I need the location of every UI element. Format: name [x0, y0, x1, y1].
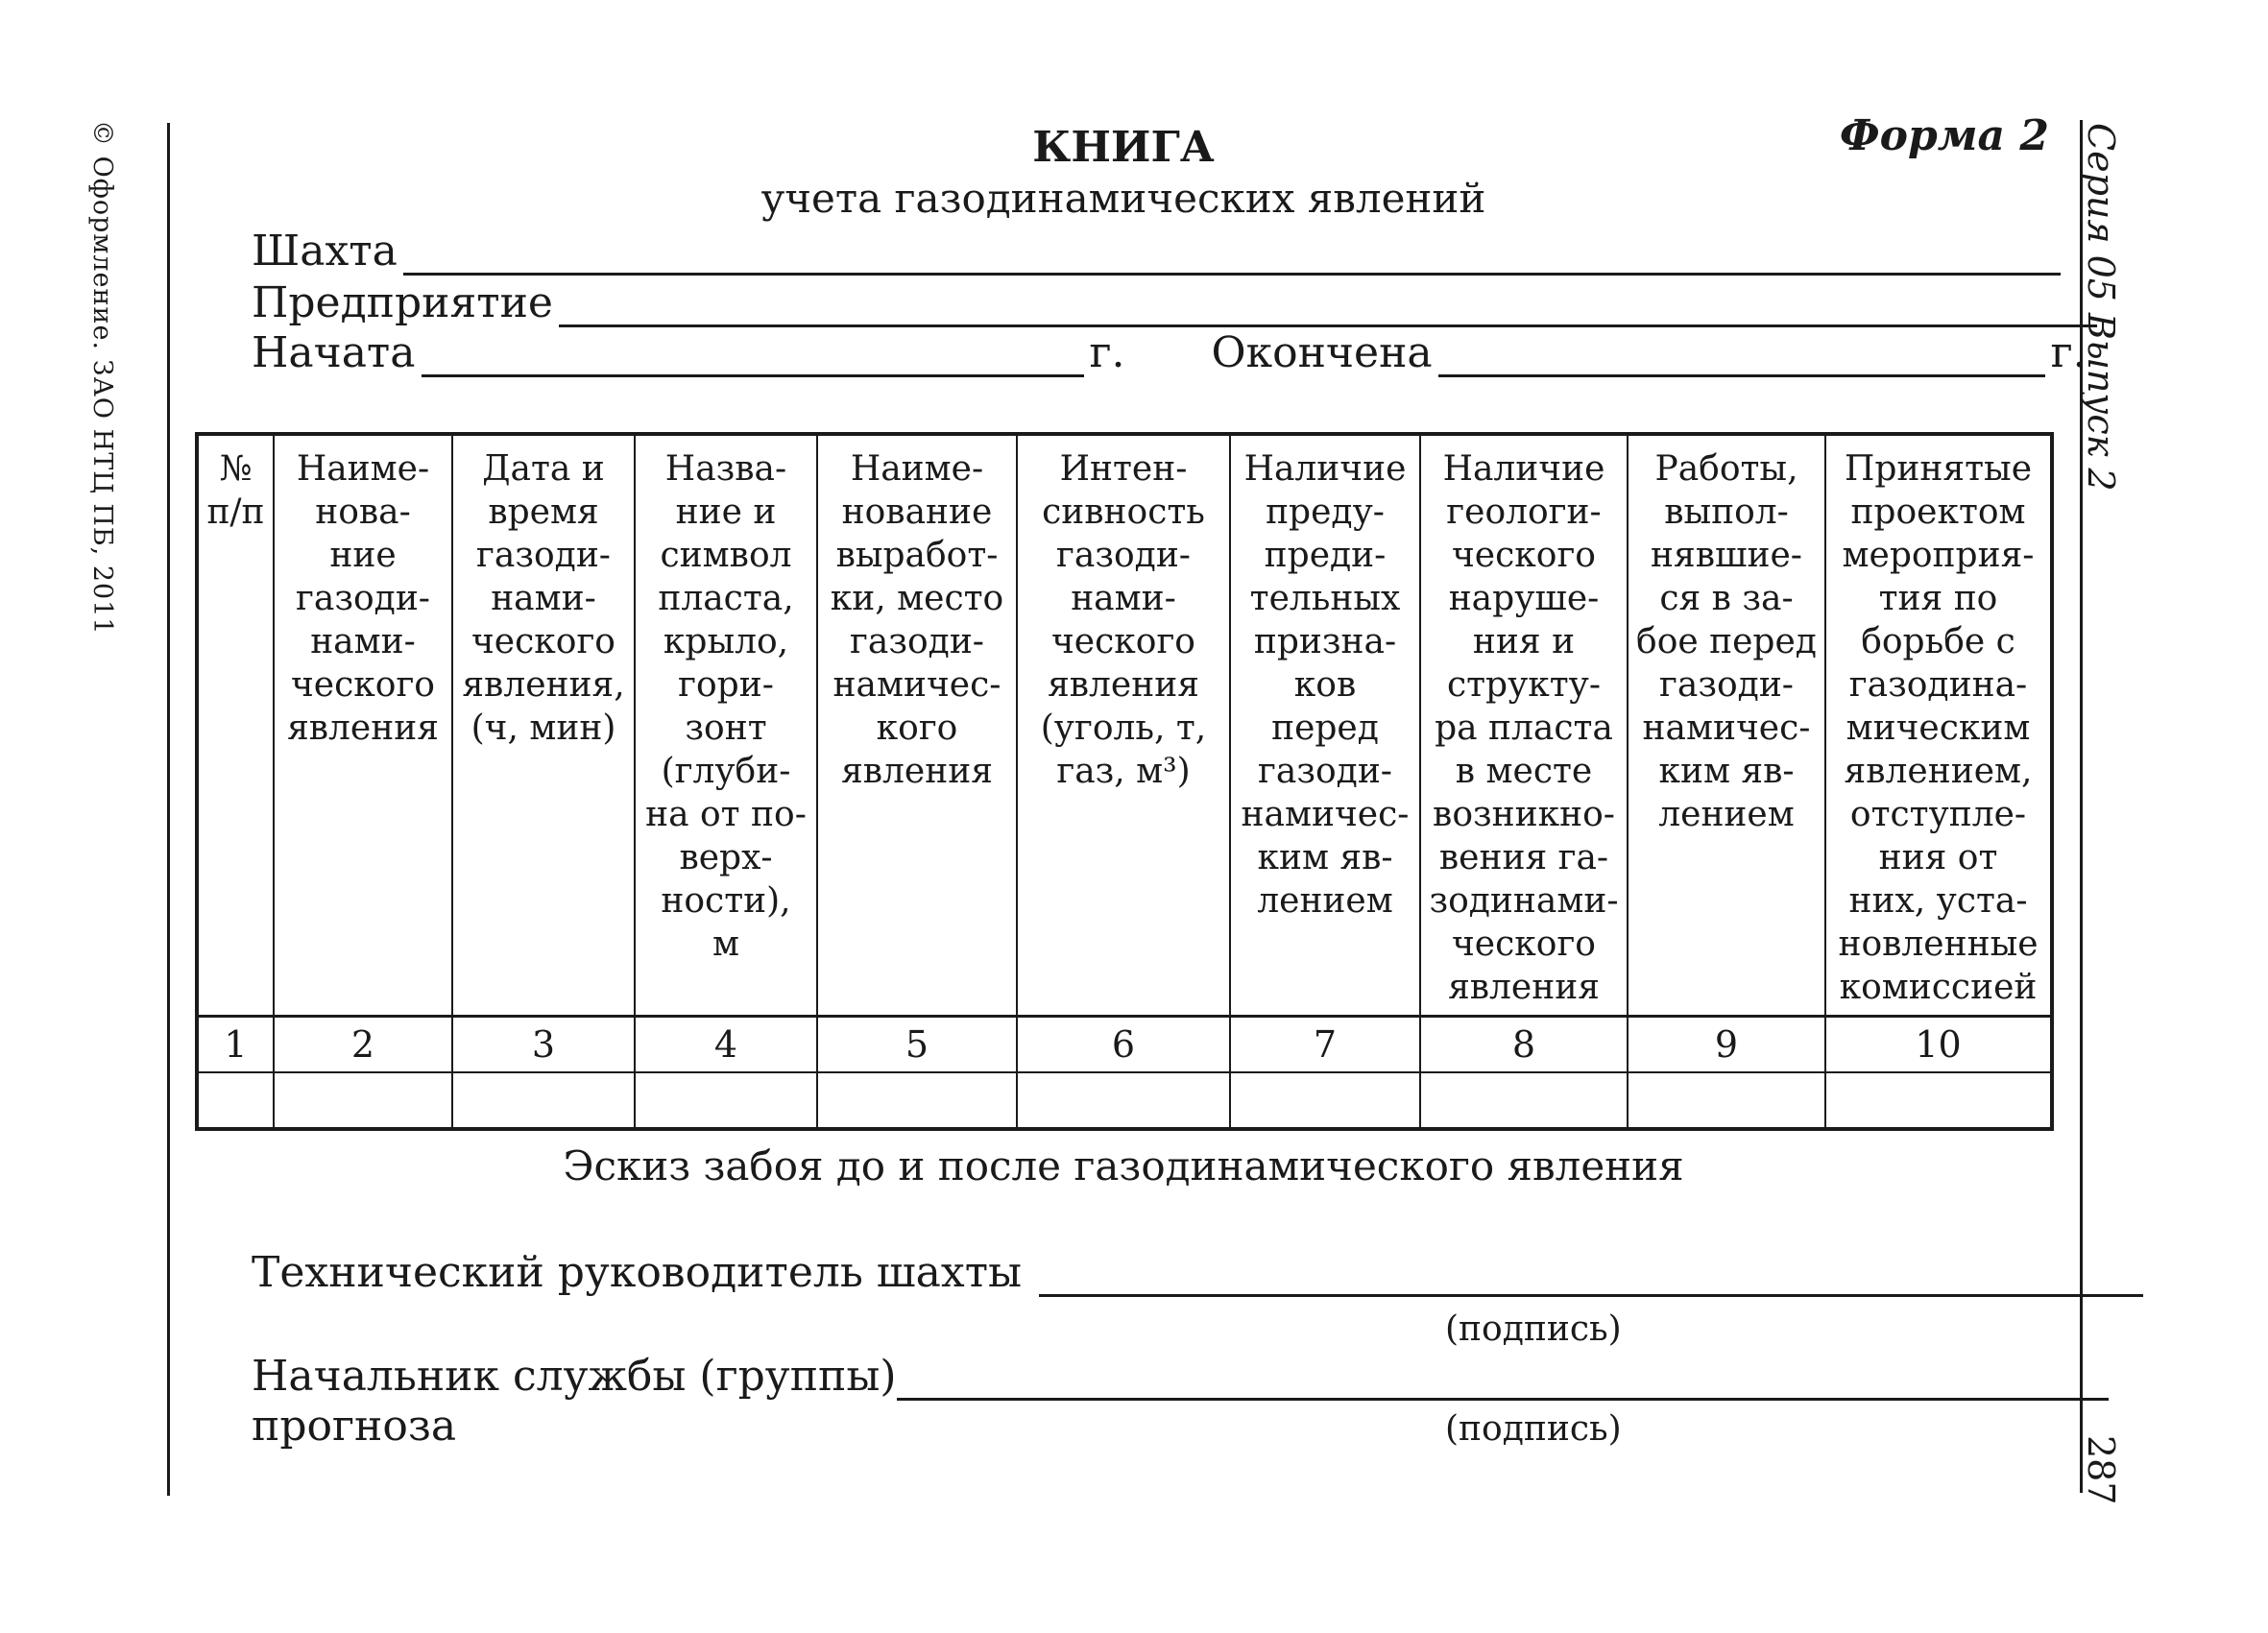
column-header-line: намичес- — [1642, 708, 1811, 748]
column-header-line: зодинами- — [1429, 881, 1619, 921]
form-label: Форма 2 — [1839, 111, 2049, 160]
column-number: 3 — [452, 1017, 635, 1073]
column-header-line: лением — [1257, 881, 1393, 921]
started-year-suffix: г. — [1089, 328, 1125, 377]
column-header-line: ким яв- — [1658, 752, 1795, 791]
column-header-line: призна- — [1253, 622, 1397, 661]
tech-director-field — [252, 1248, 2149, 1297]
column-header — [274, 434, 452, 1017]
column-header-line: явления — [1448, 968, 1600, 1007]
service-head-field — [252, 1352, 2114, 1401]
sketch-caption: Эскиз забоя до и после газодинамического явления — [563, 1142, 1684, 1189]
column-header-line: пласта, — [658, 579, 794, 618]
column-header-line: перед — [1271, 708, 1379, 748]
mine-input-line[interactable] — [403, 240, 2061, 276]
column-header-line: Принятые — [1844, 449, 2032, 489]
column-number: 8 — [1420, 1017, 1628, 1073]
column-number: 7 — [1230, 1017, 1420, 1073]
tech-director-label: Технический руководитель шахты — [252, 1248, 1023, 1297]
table-cell[interactable] — [274, 1072, 452, 1129]
column-header-line: ческого — [291, 665, 435, 705]
column-header-line: нами- — [1071, 579, 1176, 618]
column-header-line: (уголь, т, — [1040, 708, 1207, 748]
column-header — [817, 434, 1017, 1017]
column-header-line: ков — [1293, 665, 1357, 705]
column-header-line: гори- — [678, 665, 774, 705]
column-header — [452, 434, 635, 1017]
column-header-line: мероприя- — [1842, 536, 2035, 575]
column-header-line: ки, место — [830, 579, 1004, 618]
table-cell[interactable] — [452, 1072, 635, 1129]
column-header-line: ние и — [675, 492, 777, 532]
column-header-line: Интен- — [1059, 449, 1188, 489]
column-header — [1628, 434, 1825, 1017]
mine-field — [252, 227, 2066, 276]
column-number: 1 — [197, 1017, 274, 1073]
column-header-line: Назва- — [664, 449, 787, 489]
started-input-line[interactable] — [422, 342, 1084, 377]
column-number: 4 — [635, 1017, 817, 1073]
column-header-line: ра пласта — [1435, 708, 1613, 748]
column-header — [197, 434, 274, 1017]
column-header-line: лением — [1658, 795, 1795, 834]
column-header-line: газ, м³) — [1056, 752, 1191, 791]
column-number-row — [197, 1017, 2052, 1073]
table-cell[interactable] — [1017, 1072, 1230, 1129]
table-cell[interactable] — [1230, 1072, 1420, 1129]
signature-hint: (подпись) — [1445, 1409, 1622, 1449]
column-header-line: ческого — [1452, 925, 1596, 964]
dates-field — [252, 328, 2087, 377]
column-header-line: явления, — [462, 665, 625, 705]
column-header — [1825, 434, 2052, 1017]
column-header-line: вения га- — [1438, 838, 1609, 877]
column-header-line: газодина- — [1848, 665, 2028, 705]
column-header-line: Дата и — [482, 449, 605, 489]
column-header-line: Наличие — [1243, 449, 1407, 489]
page-subtitle: учета газодинамических явлений — [760, 175, 1486, 222]
column-header-line: ности), — [661, 881, 791, 921]
column-header — [1420, 434, 1628, 1017]
column-header-line: Работы, — [1654, 449, 1798, 489]
column-header-line: нова- — [315, 492, 411, 532]
column-header-line: тельных — [1249, 579, 1401, 618]
table-cell[interactable] — [1825, 1072, 2052, 1129]
column-header-line: Наличие — [1442, 449, 1605, 489]
column-header-line: мическим — [1846, 708, 2031, 748]
started-label: Начата — [252, 328, 416, 377]
tech-director-signature-line[interactable] — [1039, 1261, 2143, 1297]
column-header-line: ческого — [471, 622, 615, 661]
column-header-line: нами- — [491, 579, 596, 618]
column-header-line: выпол- — [1664, 492, 1789, 532]
column-header-line: тия по — [1878, 579, 1998, 618]
column-header-line: нявшие- — [1651, 536, 1802, 575]
table-row — [197, 1072, 2052, 1129]
column-header-line: наруше- — [1448, 579, 1600, 618]
column-header-line: Наиме- — [296, 449, 430, 489]
mine-label: Шахта — [252, 227, 398, 276]
column-header-line: газоди- — [1258, 752, 1392, 791]
column-header-line: ния от — [1878, 838, 1998, 877]
column-header-line: в месте — [1455, 752, 1593, 791]
service-head-label-line2: прогноза — [252, 1402, 457, 1451]
column-header-line: выработ- — [835, 536, 999, 575]
column-number: 10 — [1825, 1017, 2052, 1073]
column-header-line: ческого — [1051, 622, 1195, 661]
column-header-line: ким яв- — [1257, 838, 1393, 877]
column-header-line: отступле- — [1849, 795, 2027, 834]
journal-table — [195, 432, 2054, 1131]
column-header-line: новленные — [1838, 925, 2039, 964]
column-header-line: газоди- — [476, 536, 611, 575]
table-cell[interactable] — [197, 1072, 274, 1129]
column-header-line: явления — [841, 752, 993, 791]
left-margin-rule — [167, 123, 170, 1496]
column-header-line: явления — [1048, 665, 1199, 705]
ended-label: Окончена — [1211, 328, 1433, 377]
column-header-line: газоди- — [1056, 536, 1191, 575]
table-cell[interactable] — [635, 1072, 817, 1129]
column-header-line: проектом — [1850, 492, 2026, 532]
table-cell[interactable] — [1628, 1072, 1825, 1129]
column-header-line: Наиме- — [850, 449, 984, 489]
column-header-line: намичес- — [1241, 795, 1410, 834]
column-header-line: ся в за- — [1659, 579, 1794, 618]
column-header — [1230, 434, 1420, 1017]
ended-input-line[interactable] — [1438, 342, 2045, 377]
column-header-line: время — [488, 492, 599, 532]
column-number: 9 — [1628, 1017, 1825, 1073]
column-number: 6 — [1017, 1017, 1230, 1073]
column-number: 2 — [274, 1017, 452, 1073]
column-header-line: на от по- — [645, 795, 807, 834]
enterprise-field — [252, 278, 2103, 327]
column-header — [635, 434, 817, 1017]
column-header — [1017, 434, 1230, 1017]
column-header-line: комиссией — [1839, 968, 2038, 1007]
column-header-line: газоди- — [850, 622, 984, 661]
column-header-line: борьбе с — [1861, 622, 2015, 661]
column-header-line: газоди- — [1659, 665, 1794, 705]
column-header-line: п/п — [206, 492, 265, 532]
column-header-line: намичес- — [832, 665, 1001, 705]
column-header-line: нами- — [310, 622, 416, 661]
column-header-line: крыло, — [663, 622, 789, 661]
column-header-line: них, уста- — [1848, 881, 2028, 921]
column-header-line: преди- — [1264, 536, 1387, 575]
column-header-line: ния и — [1472, 622, 1576, 661]
column-header-line: нование — [841, 492, 993, 532]
page-number: 287 — [2080, 1435, 2122, 1505]
column-header-line: структу- — [1446, 665, 1602, 705]
table-header-row — [197, 434, 2052, 1017]
column-header-line: явлением, — [1844, 752, 2033, 791]
column-header-line: ние — [329, 536, 397, 575]
service-head-signature-line[interactable] — [897, 1365, 2109, 1401]
series-label: Серия 05 Выпуск 2 — [2080, 123, 2122, 492]
enterprise-input-line[interactable] — [559, 292, 2097, 327]
enterprise-label: Предприятие — [252, 278, 553, 327]
column-header-line: верх- — [679, 838, 773, 877]
column-header-line: сивность — [1042, 492, 1205, 532]
column-header-line: газоди- — [296, 579, 430, 618]
ended-year-suffix: г. — [2050, 328, 2087, 377]
column-number: 5 — [817, 1017, 1017, 1073]
column-header-line: бое перед — [1636, 622, 1817, 661]
column-header-line: зонт — [685, 708, 767, 748]
column-header-line: № — [219, 449, 253, 489]
column-header-line: (глуби- — [661, 752, 791, 791]
column-header-line: ческого — [1452, 536, 1596, 575]
column-header-line: возникно- — [1433, 795, 1615, 834]
page-title: КНИГА — [1032, 123, 1215, 172]
column-header-line: явления — [287, 708, 439, 748]
column-header-line: кого — [876, 708, 958, 748]
table-cell[interactable] — [1420, 1072, 1628, 1129]
copyright-note: © Оформление. ЗАО НТЦ ПБ, 2011 — [87, 120, 117, 636]
signature-hint: (подпись) — [1445, 1309, 1622, 1349]
table-cell[interactable] — [817, 1072, 1017, 1129]
column-header-line: преду- — [1266, 492, 1385, 532]
column-header-line: м — [712, 925, 739, 964]
column-header-line: (ч, мин) — [470, 708, 616, 748]
column-header-line: символ — [660, 536, 792, 575]
column-header-line: геологи- — [1446, 492, 1602, 532]
service-head-label: Начальник службы (группы) — [252, 1352, 897, 1401]
